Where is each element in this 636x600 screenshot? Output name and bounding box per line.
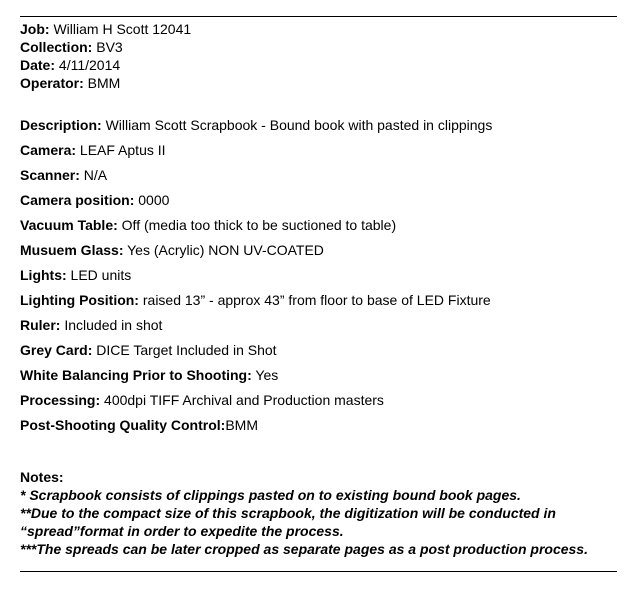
job-value: William H Scott 12041 <box>49 21 192 37</box>
field-label: Ruler: <box>20 317 61 333</box>
field-label: Scanner: <box>20 167 80 183</box>
field-row-museum-glass <box>20 241 620 266</box>
field-row-scanner <box>20 166 620 191</box>
field-row-lighting-position <box>20 291 620 316</box>
date-value: 4/11/2014 <box>55 57 121 73</box>
date-row <box>20 56 191 74</box>
operator-label: Operator: <box>20 75 84 91</box>
notes-line: **Due to the compact size of this scrapbook, the digitization will be conducted in <box>20 505 556 521</box>
notes-block <box>20 468 620 558</box>
field-value: LEAF Aptus II <box>76 142 166 158</box>
field-label: Camera position: <box>20 192 135 208</box>
field-value: 400dpi TIFF Archival and Production masters <box>100 392 384 408</box>
field-row-ruler <box>20 316 620 341</box>
field-label: White Balancing Prior to Shooting: <box>20 367 252 383</box>
field-value: BMM <box>225 417 258 433</box>
field-label: Lights: <box>20 267 67 283</box>
collection-row <box>20 38 191 56</box>
field-label: Grey Card: <box>20 342 93 358</box>
field-label: Lighting Position: <box>20 292 139 308</box>
operator-row <box>20 74 191 92</box>
bottom-rule <box>20 571 617 572</box>
notes-line: * Scrapbook consists of clippings pasted on to existing bound book pages. <box>20 487 521 503</box>
field-row-camera <box>20 141 620 166</box>
job-label: Job: <box>20 21 50 37</box>
field-value: 0000 <box>134 192 170 208</box>
collection-value: BV3 <box>92 39 123 55</box>
field-row-vacuum-table <box>20 216 620 241</box>
field-row-lights <box>20 266 620 291</box>
field-value: DICE Target Included in Shot <box>92 342 277 358</box>
field-value: N/A <box>79 167 108 183</box>
field-label: Camera: <box>20 142 77 158</box>
header-block <box>20 20 191 92</box>
operator-value: BMM <box>83 75 121 91</box>
job-row <box>20 20 191 38</box>
fields-block <box>20 116 620 441</box>
notes-line: ***The spreads can be later cropped as separate pages as a post production process. <box>20 541 588 557</box>
field-label: Processing: <box>20 392 101 408</box>
field-label: Post-Shooting Quality Control: <box>20 417 226 433</box>
field-value: William Scott Scrapbook - Bound book with pasted in clippings <box>101 117 493 133</box>
field-label: Musuem Glass: <box>20 242 124 258</box>
field-row-white-balancing <box>20 366 620 391</box>
top-rule <box>20 16 617 17</box>
field-value: raised 13” - approx 43” from floor to base of LED Fixture <box>138 292 491 308</box>
notes-heading: Notes: <box>20 469 64 485</box>
field-row-description <box>20 116 620 141</box>
field-row-camera-position <box>20 191 620 216</box>
field-label: Vacuum Table: <box>20 217 118 233</box>
field-row-grey-card <box>20 341 620 366</box>
notes-line: “spread”format in order to expedite the process. <box>20 523 344 539</box>
collection-label: Collection: <box>20 39 93 55</box>
field-value: Yes <box>251 367 279 383</box>
field-value: Off (media too thick to be suctioned to table) <box>117 217 397 233</box>
field-value: Included in shot <box>60 317 163 333</box>
field-value: LED units <box>66 267 132 283</box>
field-row-processing <box>20 391 620 416</box>
field-row-quality-control <box>20 416 620 441</box>
date-label: Date: <box>20 57 56 73</box>
field-label: Description: <box>20 117 102 133</box>
field-value: Yes (Acrylic) NON UV-COATED <box>123 242 324 258</box>
